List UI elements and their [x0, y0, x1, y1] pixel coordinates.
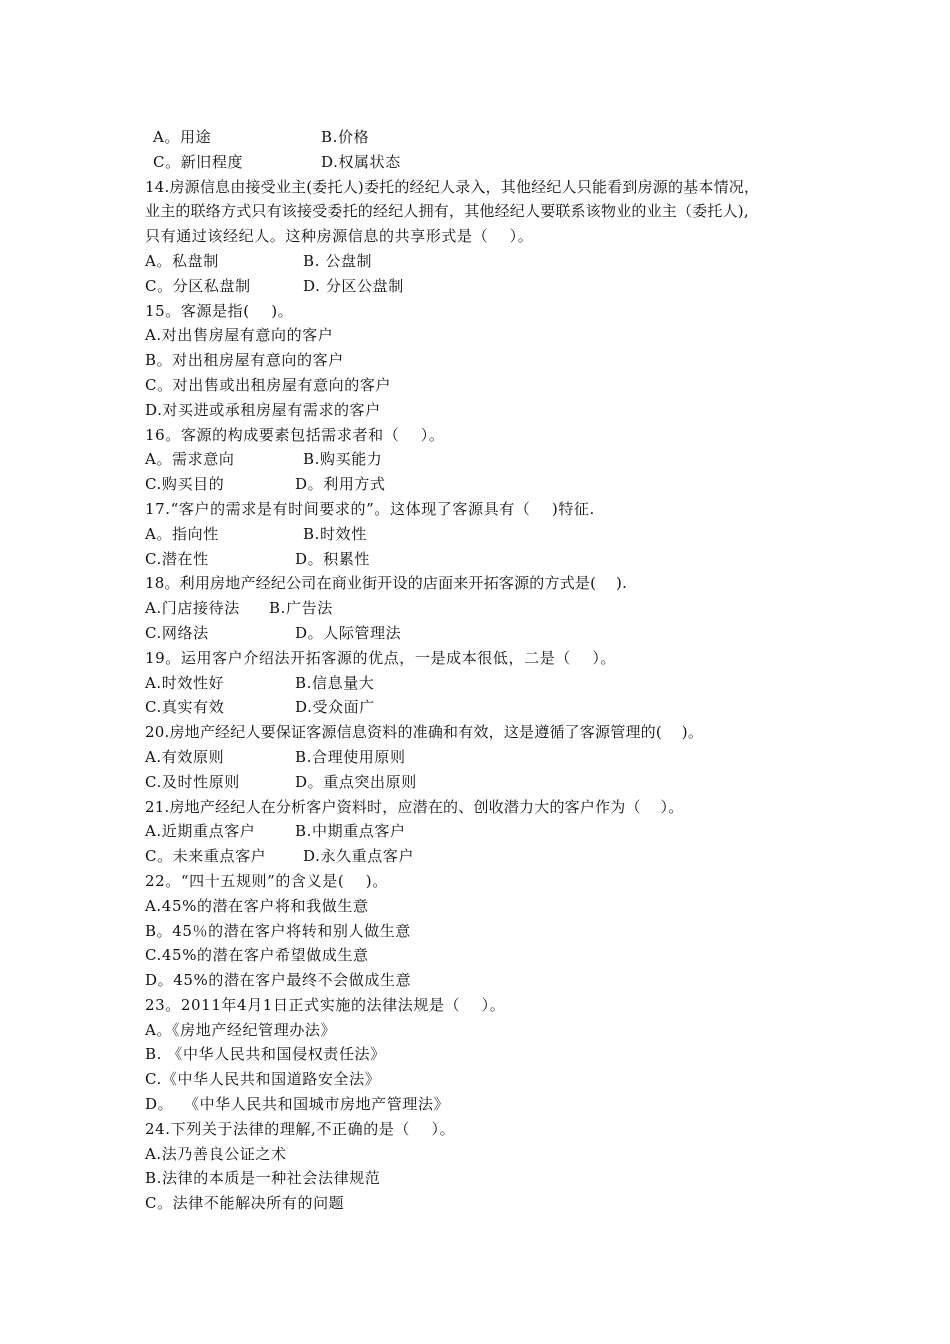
text-line: B。对出租房屋有意向的客户	[145, 351, 344, 370]
option-text: D.永久重点客户	[303, 847, 415, 866]
option-text: C。新旧程度	[153, 152, 244, 171]
option-row	[145, 596, 835, 621]
text-line: A。《房地产经纪管理办法》	[145, 1020, 337, 1039]
text-line: 19。运用客户介绍法开拓客源的优点，一是成本很低，二是（ ）。	[145, 648, 617, 667]
text-line: 18。利用房地产经纪公司在商业街开设的店面来开拓客源的方式是( ).	[145, 574, 628, 593]
text-line: 业主的联络方式只有该接受委托的经纪人拥有，其他经纪人要联系该物业的业主（委托人),	[145, 202, 749, 221]
option-text: A.近期重点客户	[145, 822, 256, 841]
option-text: B.购买能力	[303, 450, 383, 469]
text-line: D。45%的潜在客户最终不会做成生意	[145, 971, 412, 990]
option-row	[145, 819, 835, 844]
option-text: A。需求意向	[145, 450, 235, 469]
option-text: D. 分区公盘制	[303, 276, 404, 295]
option-row	[145, 745, 835, 770]
text-line: 20.房地产经纪人要保证客源信息资料的准确和有效，这是遵循了客源管理的( )。	[145, 723, 704, 742]
text-line: C。对出售或出租房屋有意向的客户	[145, 375, 392, 394]
option-text: B. 公盘制	[303, 251, 373, 270]
option-row	[145, 671, 835, 696]
text-line: 23。2011年4月1日正式实施的法律法规是（ ）。	[145, 995, 506, 1014]
option-row	[145, 695, 835, 720]
option-text: B.中期重点客户	[295, 822, 406, 841]
text-line: 16。客源的构成要素包括需求者和（ ）。	[145, 425, 445, 444]
text-line: B.法律的本质是一种社会法律规范	[145, 1169, 381, 1188]
option-text: D。重点突出原则	[295, 772, 417, 791]
document-page	[145, 125, 835, 1216]
option-text: C.潜在性	[145, 549, 209, 568]
option-text: C。分区私盘制	[145, 276, 251, 295]
option-row	[145, 547, 835, 572]
text-line: A.45%的潜在客户将和我做生意	[145, 896, 369, 915]
option-text: B.价格	[321, 128, 370, 146]
option-text: C.网络法	[145, 623, 209, 642]
option-row	[145, 249, 835, 274]
option-row	[145, 621, 835, 646]
option-text: A。指向性	[145, 524, 219, 543]
text-line: C.45%的潜在客户希望做成生意	[145, 946, 369, 965]
option-row	[145, 472, 835, 497]
text-line: 17.“客户的需求是有时间要求的”。这体现了客源具有（ )特征.	[145, 499, 595, 518]
text-line: D.对买进或承租房屋有需求的客户	[145, 400, 381, 419]
option-text: C.真实有效	[145, 698, 225, 717]
option-text: D。利用方式	[295, 475, 386, 494]
option-row	[145, 447, 835, 472]
option-text: B.时效性	[303, 524, 367, 543]
option-row	[145, 770, 835, 795]
option-text: A.门店接待法	[145, 599, 240, 618]
option-text: C.及时性原则	[145, 772, 240, 791]
option-text: D。积累性	[295, 549, 371, 568]
option-text: A。用途	[153, 128, 212, 146]
option-text: D.受众面广	[295, 698, 375, 717]
option-text: C。未来重点客户	[145, 847, 267, 866]
text-line: B. 《中华人民共和国侵权责任法》	[145, 1045, 386, 1064]
option-text: B.合理使用原则	[295, 747, 406, 766]
text-line: 22。“四十五规则”的含义是( )。	[145, 871, 388, 890]
option-text: C.购买目的	[145, 475, 225, 494]
text-line: C。法律不能解决所有的问题	[145, 1194, 345, 1213]
text-line: 24.下列关于法律的理解,不正确的是（ ）。	[145, 1119, 456, 1138]
option-row	[145, 274, 835, 299]
option-text: D.权属状态	[321, 152, 401, 171]
option-text: B.广告法	[269, 599, 333, 618]
option-text: D。人际管理法	[295, 623, 402, 642]
option-text: A.有效原则	[145, 747, 225, 766]
text-line: A.对出售房屋有意向的客户	[145, 326, 334, 345]
text-line: 21.房地产经纪人在分析客户资料时，应潜在的、创收潜力大的客户作为（ ）。	[145, 797, 684, 816]
text-line: B。45％的潜在客户将转和别人做生意	[145, 921, 411, 940]
text-line: 14.房源信息由接受业主(委托人)委托的经纪人录入，其他经纪人只能看到房源的基本情况，	[145, 177, 760, 196]
text-line: 只有通过该经纪人。这种房源信息的共享形式是（ ）。	[145, 227, 534, 246]
option-row	[145, 150, 835, 175]
option-text: B.信息量大	[295, 673, 375, 692]
text-line: C.《中华人民共和国道路安全法》	[145, 1070, 381, 1089]
text-line: 15。客源是指( )。	[145, 301, 294, 320]
option-text: A.时效性好	[145, 673, 225, 692]
option-text: A。私盘制	[145, 251, 219, 270]
option-row	[145, 125, 835, 150]
option-row	[145, 522, 835, 547]
text-line: A.法乃善良公证之术	[145, 1144, 287, 1163]
option-row	[145, 844, 835, 869]
text-line: D。 《中华人民共和国城市房地产管理法》	[145, 1095, 450, 1114]
